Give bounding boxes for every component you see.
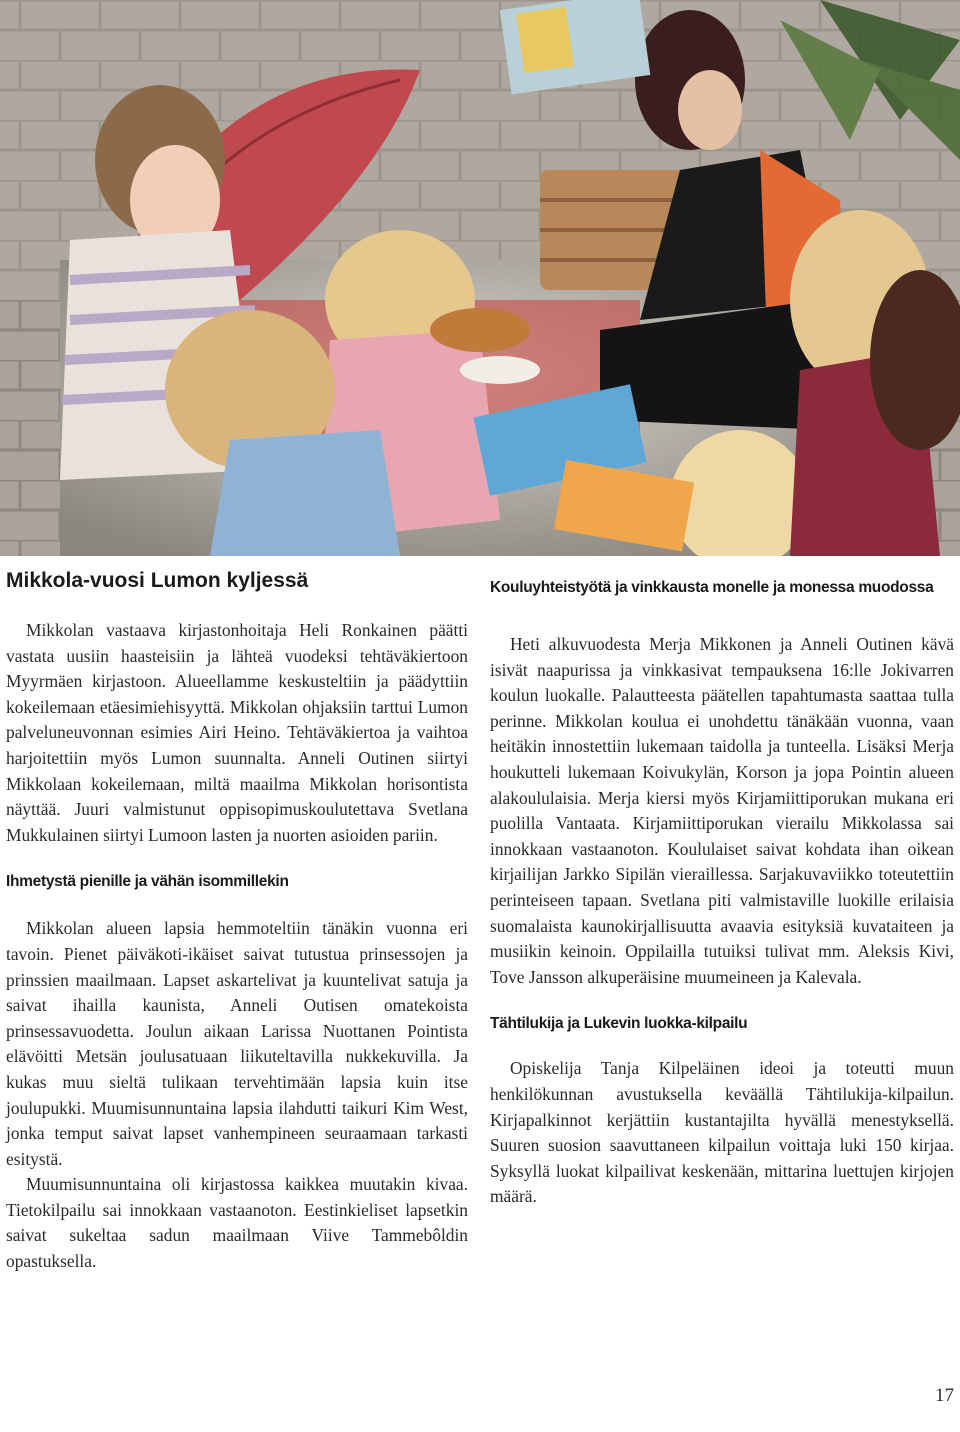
section-paragraph: Muumisunnuntaina oli kirjastossa kaikkea muutakin kivaa. Tietokilpailu sai innokkaan vastaanoton. Eestinkieliset lapsetkin saivat sukeltaa sadun maailmaan Viive Tammebôldin opastuksella. [6,1174,468,1272]
section-paragraph: Heti alkuvuodesta Merja Mikkonen ja Anneli Outinen kävä isivät naapurissa ja vinkkasivat tempauksena 16:lle Jokivarren koulun luokalle. Palautteesta päätellen tapahtumasta saattaa tulla perinne. Mikkolan koulua ei unohdettu tänäkään vuonna, vaan heitäkin innostettiin lukemaan taidolla ja tunteella. Lisäksi Merja houkutteli lukemaan Koivukylän, Korson ja jopa Pointin alueen alakoululaisia. Merja kiersi myös Kirjamiittiporukan mukana eri puolilla Vantaata. Kirjamiittiporukan vierailu Mikkolassa sai innokkaan vastaanoton. Koululaiset saivat kohdata ihan oikean kirjailijan Jarkko Sipilän vieraillessa. Sarjakuvaviikko toteutettiin perinteiseen tapaan. Svetlana piti valmistaville luokille erilaisia suomalaista kaunokirjallisuutta avaavia esityksiä kuvataiteen ja musiikin keinoin. Oppilailla tutuiksi tulivat mm. Aleksis Kivi, Tove Jansson alkuperäisine muumeineen ja Kalevala. [490,634,954,987]
story-time-photo [0,0,960,556]
article-title: Mikkola-vuosi Lumon kyljessä [6,569,309,592]
intro-paragraph: Mikkolan vastaava kirjastonhoitaja Heli Ronkainen päätti vastata uusiin haasteisiin ja lähteä vuodeksi tehtäväkiertoon Myyrmäen kirjastoon. Alueellamme keskusteltiin ja päädyttiin kokeilemaan etäesimiehisyyttä. Mikkolan ohjaksiin tarttui Lumon palveluneuvonnan esimies Airi Heino. Tehtäväkiertoa ja vaihtoa harjoitettiin myös Lumon suunnalta. Anneli Outinen siirtyi Mikkolaan kokeilemaan, miltä maailma Mikkolan horisontista näyttää. Juuri valmistunut oppisopimuskoulutettava Svetlana Mukkulainen siirtyi Lumoon lasten ja nuorten asioiden pariin. [6,620,468,845]
children-listening-to-story-illustration [0,0,960,556]
section-heading-children: Ihmetystä pienille ja vähän isommillekin [6,873,289,891]
right-column [490,568,954,1210]
section-paragraph: Opiskelija Tanja Kilpeläinen ideoi ja toteutti muun henkilökunnan avustuksella keväällä Tähtilukija-kilpailun. Kirjapalkinnot kerjättiin kustantajilta hyvällä menestyksellä. Suuren suosion saavuttaneen kilpailun voittaja luki 150 kirjaa. Syksyllä luokat kilpailivat keskenään, mittarina luettujen kirjojen määrä. [490,1058,954,1207]
section-heading-star-reader: Tähtilukija ja Lukevin luokka-kilpailu [490,1015,748,1033]
section-paragraph: Mikkolan alueen lapsia hemmoteltiin tänäkin vuonna eri tavoin. Pienet päiväkoti-ikäiset saivat tutustua prinsessojen ja prinssien maailmaan. Lapset askartelivat ja kuuntelivat satuja ja saivat ihailla kaunista, Anneli Outisen omatekoista prinsessavuodetta. Joulun aikaan Larissa Nuottanen Pointista elävöitti Metsän joulusatuaan liikuteltavilla nukkekuvilla. Ja kukas muu sieltä tulikaan tervehtimään lapsia kuin itse joulupukki. Muumisunnuntaina lapsia ilahdutti taikuri Kim West, jonka temput saivat lapset vanhempineen seuraamaan tarkasti esitystä. [6,918,468,1169]
section-heading-school: Kouluyhteistyötä ja vinkkausta monelle ja monessa muodossa [490,579,934,596]
left-column [6,568,468,1275]
page-number: 17 [935,1385,954,1406]
